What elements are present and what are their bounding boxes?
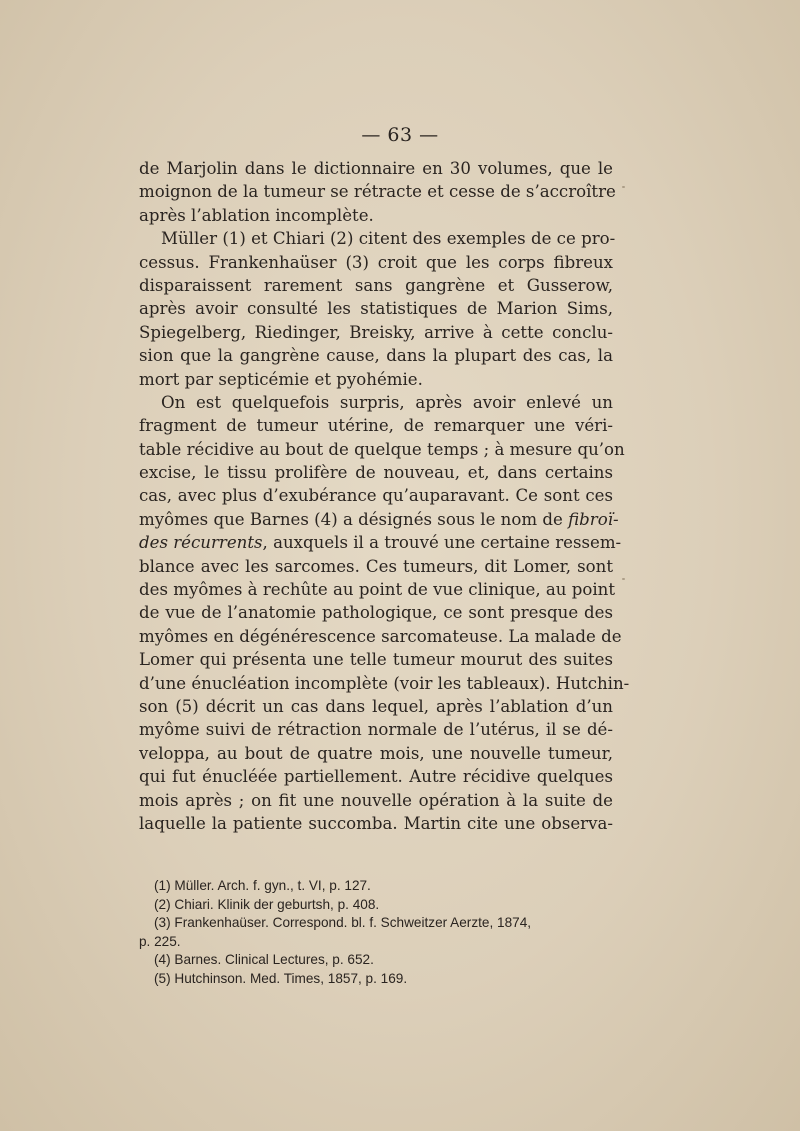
text-line: Lomer qui présenta une telle tumeur mourut des suites: [139, 650, 613, 670]
footnote: (4) Barnes. Clinical Lectures, p. 652.: [154, 952, 374, 968]
text-line: laquelle la patiente succomba. Martin cite une observa-: [139, 813, 613, 833]
text-line: mort par septicémie et pyohémie.: [139, 369, 423, 389]
paper-speck: [622, 186, 625, 188]
body-text: [139, 157, 630, 835]
text-line: table récidive au bout de quelque temps ; à mesure qu’on: [139, 439, 625, 459]
text-line: de vue de l’anatomie pathologique, ce sont presque des: [139, 603, 613, 623]
text-segment: myômes que Barnes (4) a désignés sous le nom de: [139, 509, 563, 529]
text-segment: , auxquels il a trouvé une certaine ressem-: [262, 533, 622, 553]
text-line: sion que la gangrène cause, dans la plupart des cas, la: [139, 346, 613, 366]
text-line: myômes en dégénérescence sarcomateuse. La malade de: [139, 626, 622, 646]
text-line: de Marjolin dans le dictionnaire en 30 volumes, que le: [139, 159, 613, 178]
text-line: moignon de la tumeur se rétracte et cesse de s’accroître: [139, 182, 616, 202]
text-line: fragment de tumeur utérine, de remarquer une véri-: [139, 416, 613, 436]
footnotes: [139, 877, 613, 989]
text-line: veloppa, au bout de quatre mois, une nouvelle tumeur,: [139, 743, 613, 763]
text-line: après l’ablation incomplète.: [139, 205, 374, 225]
footnote: (1) Müller. Arch. f. gyn., t. VI, p. 127.: [154, 878, 371, 893]
text-line: Spiegelberg, Riedinger, Breisky, arrive à cette conclu-: [139, 322, 613, 342]
italic-term: fibroï-: [568, 509, 619, 529]
text-line: [139, 508, 619, 531]
footnote: (2) Chiari. Klinik der geburtsh, p. 408.: [154, 896, 380, 912]
page-number: — 63 —: [361, 124, 439, 146]
footnote-continuation: p. 225.: [139, 933, 181, 949]
text-line: qui fut énucléée partiellement. Autre récidive quelques: [139, 767, 613, 787]
text-line: excise, le tissu prolifère de nouveau, et, dans certains: [139, 463, 613, 483]
text-line: blance avec les sarcomes. Ces tumeurs, dit Lomer, sont: [139, 556, 613, 576]
text-line: mois après ; on fit une nouvelle opération à la suite de: [139, 790, 613, 810]
text-line: son (5) décrit un cas dans lequel, après l’ablation d’un: [139, 696, 613, 716]
text-line: [139, 531, 622, 554]
text-line: cessus. Frankenhaüser (3) croit que les corps fibreux: [139, 252, 613, 272]
footnote: (3) Frankenhaüser. Correspond. bl. f. Schweitzer Aerzte, 1874,: [154, 915, 532, 931]
text-line: d’une énucléation incomplète (voir les tableaux). Hutchin-: [139, 673, 630, 693]
text-line: après avoir consulté les statistiques de Marion Sims,: [139, 299, 613, 319]
text-line: myôme suivi de rétraction normale de l’utérus, il se dé-: [139, 720, 613, 740]
paper-speck: [622, 578, 625, 580]
text-line: des myômes à rechûte au point de vue clinique, au point: [139, 580, 616, 600]
footnote: (5) Hutchinson. Med. Times, 1857, p. 169.: [154, 970, 408, 986]
text-line: Müller (1) et Chiari (2) citent des exemples de ce pro-: [161, 229, 616, 249]
text-line: disparaissent rarement sans gangrène et Gusserow,: [139, 275, 613, 295]
text-line: cas, avec plus d’exubérance qu’auparavant. Ce sont ces: [139, 486, 613, 506]
text-line: On est quelquefois surpris, après avoir enlevé un: [161, 392, 613, 412]
italic-term: des récurrents: [139, 533, 263, 553]
